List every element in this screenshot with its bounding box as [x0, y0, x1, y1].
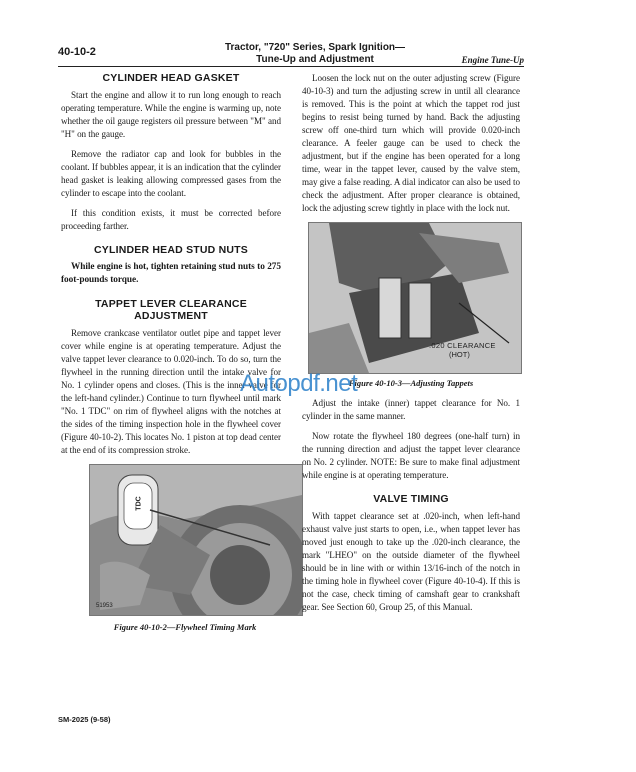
figure-caption: Figure 40-10-3—Adjusting Tappets: [348, 378, 474, 388]
paragraph: Remove the radiator cap and look for bubbles in the coolant. If bubbles appear, it is an indication that the cylinder head gasket is leaking allowing compressed gases from the cylinder to escape into the coolant.: [61, 149, 281, 198]
heading-cylinder-head-gasket: CYLINDER HEAD GASKET: [102, 72, 240, 84]
page-header-title: [170, 42, 460, 66]
tdc-label: TDC: [135, 496, 143, 511]
figure-adjusting-tappets: [308, 222, 522, 374]
paragraph: Now rotate the flywheel 180 degrees (one-half turn) in the running direction and adjust the tappet lever clearance on No. 2 cylinder. NOTE: Be sure to make final adjustment while engine is at operating temperature.: [302, 431, 520, 480]
heading-tappet-lever-clearance: TAPPET LEVER CLEARANCE ADJUSTMENT: [95, 298, 247, 322]
clearance-label: .020 CLEARANCE: [429, 341, 496, 350]
heading-cylinder-head-stud-nuts: CYLINDER HEAD STUD NUTS: [94, 244, 248, 256]
paragraph: Loosen the lock nut on the outer adjusting screw (Figure 40-10-3) and turn the adjusting screw in until all clearance is removed. This is the point at which the tappet rod just begins to resist being turned by hand. Back the adjusting screw off one-third turn which will provide 0.020-inch clearance. A feeler gauge can be used to check the adjustment, but if the engine has been operated for a long time, wear in the tappet lever, caused by the valve stem, may give a false reading. A dial indicator can also be used to check the adjustment. After proper clearance is obtained, lock the adjusting screw tightly in place with the lock nut.: [302, 73, 520, 213]
tappet-photo: [309, 223, 521, 373]
footer-code: SM-2025 (9-58): [58, 715, 111, 724]
right-column: [302, 72, 520, 621]
paragraph: While engine is hot, tighten retaining stud nuts to 275 foot-pounds torque.: [61, 262, 281, 285]
figure-caption: Figure 40-10-2—Flywheel Timing Mark: [113, 622, 257, 632]
section-label: Engine Tune-Up: [461, 55, 524, 65]
heading-valve-timing: VALVE TIMING: [373, 493, 449, 505]
flywheel-photo: [90, 465, 302, 615]
header-rule: [58, 66, 524, 67]
paragraph: If this condition exists, it must be corrected before proceeding farther.: [61, 208, 281, 231]
paragraph: Adjust the intake (inner) tappet clearance for No. 1 cylinder in the same manner.: [302, 398, 520, 421]
header-title-line1: Tractor, "720" Series, Spark Ignition—: [224, 42, 406, 53]
paragraph: Start the engine and allow it to run long enough to reach operating temperature. While the engine is warming up, note whether the oil gauge registers oil pressure between "M" and "H" on the gauge.: [61, 90, 281, 139]
watermark: Autopdf.net: [240, 370, 358, 397]
paragraph: With tappet clearance set at .020-inch, when left-hand exhaust valve just starts to open, i.e., when tappet lever has moved just enough to take up the .020-inch clearance, the mark "LHEO" on the outside diameter of the flywheel should be in line with or within 13/16-inch of the notch in the timing hole in flywheel cover (Figure 40-10-4). If this is not the case, check timing of camshaft gear to crankshaft gear. See Section 60, Group 25, of this Manual.: [302, 511, 520, 612]
header-title-line2: Tune-Up and Adjustment: [256, 54, 374, 65]
page-number: 40-10-2: [58, 46, 96, 58]
hot-label: (HOT): [449, 350, 470, 359]
left-column: [61, 72, 281, 641]
figure-flywheel-timing-mark: [89, 464, 303, 616]
paragraph: Remove crankcase ventilator outlet pipe and tappet lever cover while engine is at operating temperature. Adjust the valve tappet lever clearance to 0.020-inch. To do so, turn the flywheel in the running direction until the intake valve for No. 1 cylinder opens and closes. (This is the inner valve for the left-hand cylinder.) Continue to turn flywheel until mark "No. 1 TDC" on rim of flywheel aligns with the notches at the sides of the timing inspection hole in the flywheel cover (Figure 40-10-2). This locates No. 1 piston at top dead center at the end of its compression stroke.: [61, 328, 281, 455]
figure-code-label: 51953: [96, 603, 113, 609]
